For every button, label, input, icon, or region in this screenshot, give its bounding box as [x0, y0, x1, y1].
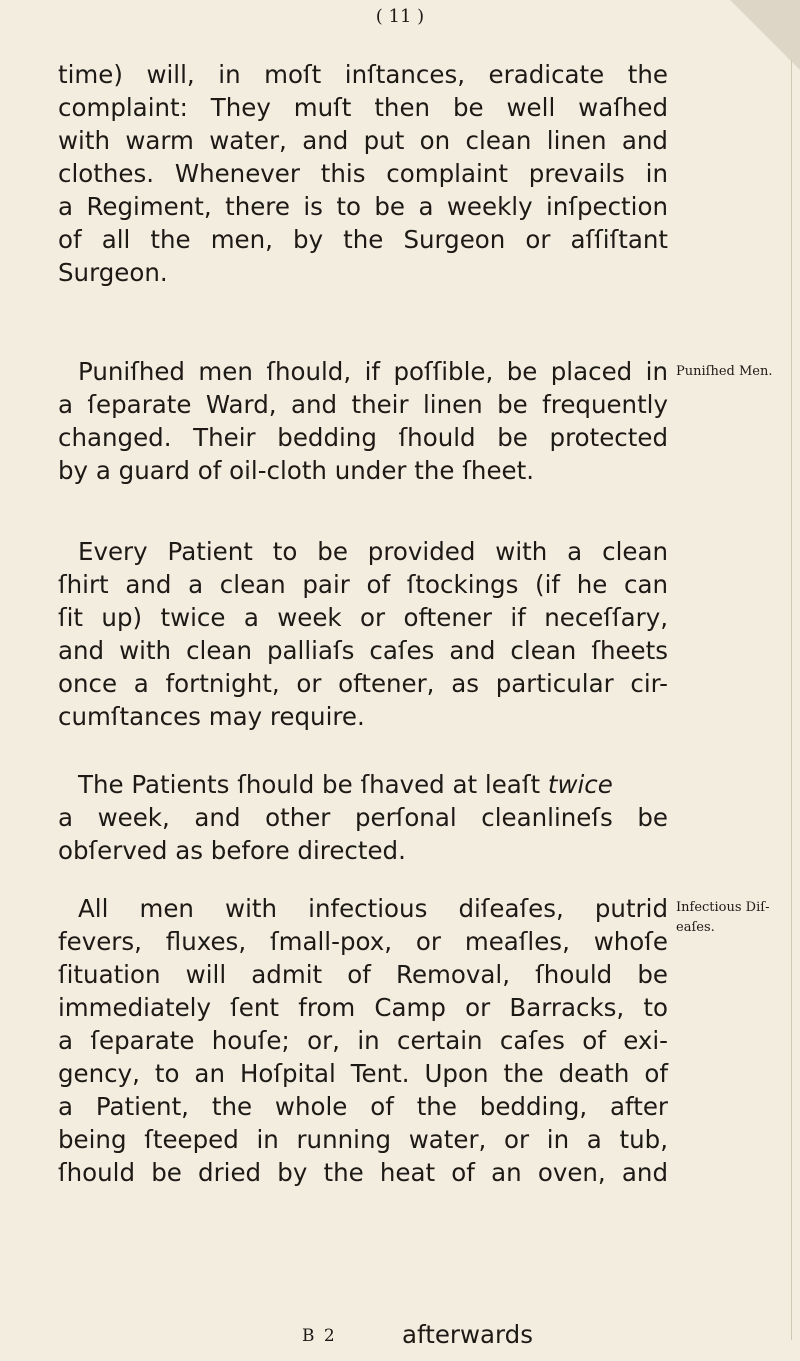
emphasized-word: twice [547, 770, 613, 799]
text-line: Surgeon. [58, 258, 168, 287]
text-line: once a fortnight, or oftener, as particular cir- [58, 669, 668, 698]
text-line: cumſtances may require. [58, 702, 365, 731]
page-header [0, 6, 800, 27]
text-line: time) will, in moſt inſtances, eradicate the [58, 60, 668, 89]
text-line: clothes. Whenever this complaint prevails in [58, 159, 668, 188]
text-line: complaint: They muſt then be well waſhed [58, 93, 668, 122]
text-line: a Regiment, there is to be a weekly inſpection [58, 192, 668, 221]
paragraph-4 [58, 768, 668, 867]
text-line: a ſeparate houſe; or, in certain caſes of exi- [58, 1026, 668, 1055]
paragraph-2 [58, 355, 668, 487]
text-line: a ſeparate Ward, and their linen be frequently [58, 390, 668, 419]
page-edge-line [791, 60, 792, 1340]
margin-note-text: Infectious Diſ- [676, 900, 770, 915]
text-line: All men with infectious diſeaſes, putrid [78, 894, 668, 923]
text-line: gency, to an Hoſpital Tent. Upon the death of [58, 1059, 668, 1088]
text-line: a week, and other perſonal cleanlineſs be [58, 803, 668, 832]
text-line: a Patient, the whole of the bedding, after [58, 1092, 668, 1121]
text-line: ſhould be dried by the heat of an oven, and [58, 1158, 668, 1187]
signature-mark: B 2 [302, 1326, 337, 1346]
text-line: obſerved as before directed. [58, 836, 406, 865]
text-line: with warm water, and put on clean linen and [58, 126, 668, 155]
text-line: Every Patient to be provided with a clean [78, 537, 668, 566]
text-line: ſituation will admit of Removal, ſhould be [58, 960, 668, 989]
text-line: fevers, fluxes, ſmall-pox, or meaſles, whoſe [58, 927, 668, 956]
text-line: changed. Their bedding ſhould be protected [58, 423, 668, 452]
text-line [58, 768, 668, 801]
margin-note-punished-men [676, 362, 773, 382]
text-fragment: The Patients ſhould be ſhaved at leaſt [78, 770, 541, 799]
text-line: ſhirt and a clean pair of ſtockings (if he can [58, 570, 668, 599]
page-footer [0, 1320, 800, 1353]
paragraph-1 [58, 58, 668, 289]
paragraph-5 [58, 892, 668, 1189]
text-line: being ſteeped in running water, or in a tub, [58, 1125, 668, 1154]
text-line: immediately ſent from Camp or Barracks, to [58, 993, 668, 1022]
margin-note-text: eaſes. [676, 920, 715, 935]
page-number: ( 11 ) [375, 6, 425, 27]
catchword: afterwards [402, 1320, 533, 1349]
paragraph-3 [58, 535, 668, 733]
text-line: Puniſhed men ſhould, if poſſible, be placed in [78, 357, 668, 386]
text-line: ſit up) twice a week or oftener if neceſſary, [58, 603, 668, 632]
margin-note-text: Puniſhed Men. [676, 364, 773, 379]
text-line: by a guard of oil-cloth under the ſheet. [58, 456, 534, 485]
margin-note-infectious-diseases [676, 898, 769, 938]
text-line: of all the men, by the Surgeon or aſſiſtant [58, 225, 668, 254]
text-line: and with clean palliaſs caſes and clean ſheets [58, 636, 668, 665]
